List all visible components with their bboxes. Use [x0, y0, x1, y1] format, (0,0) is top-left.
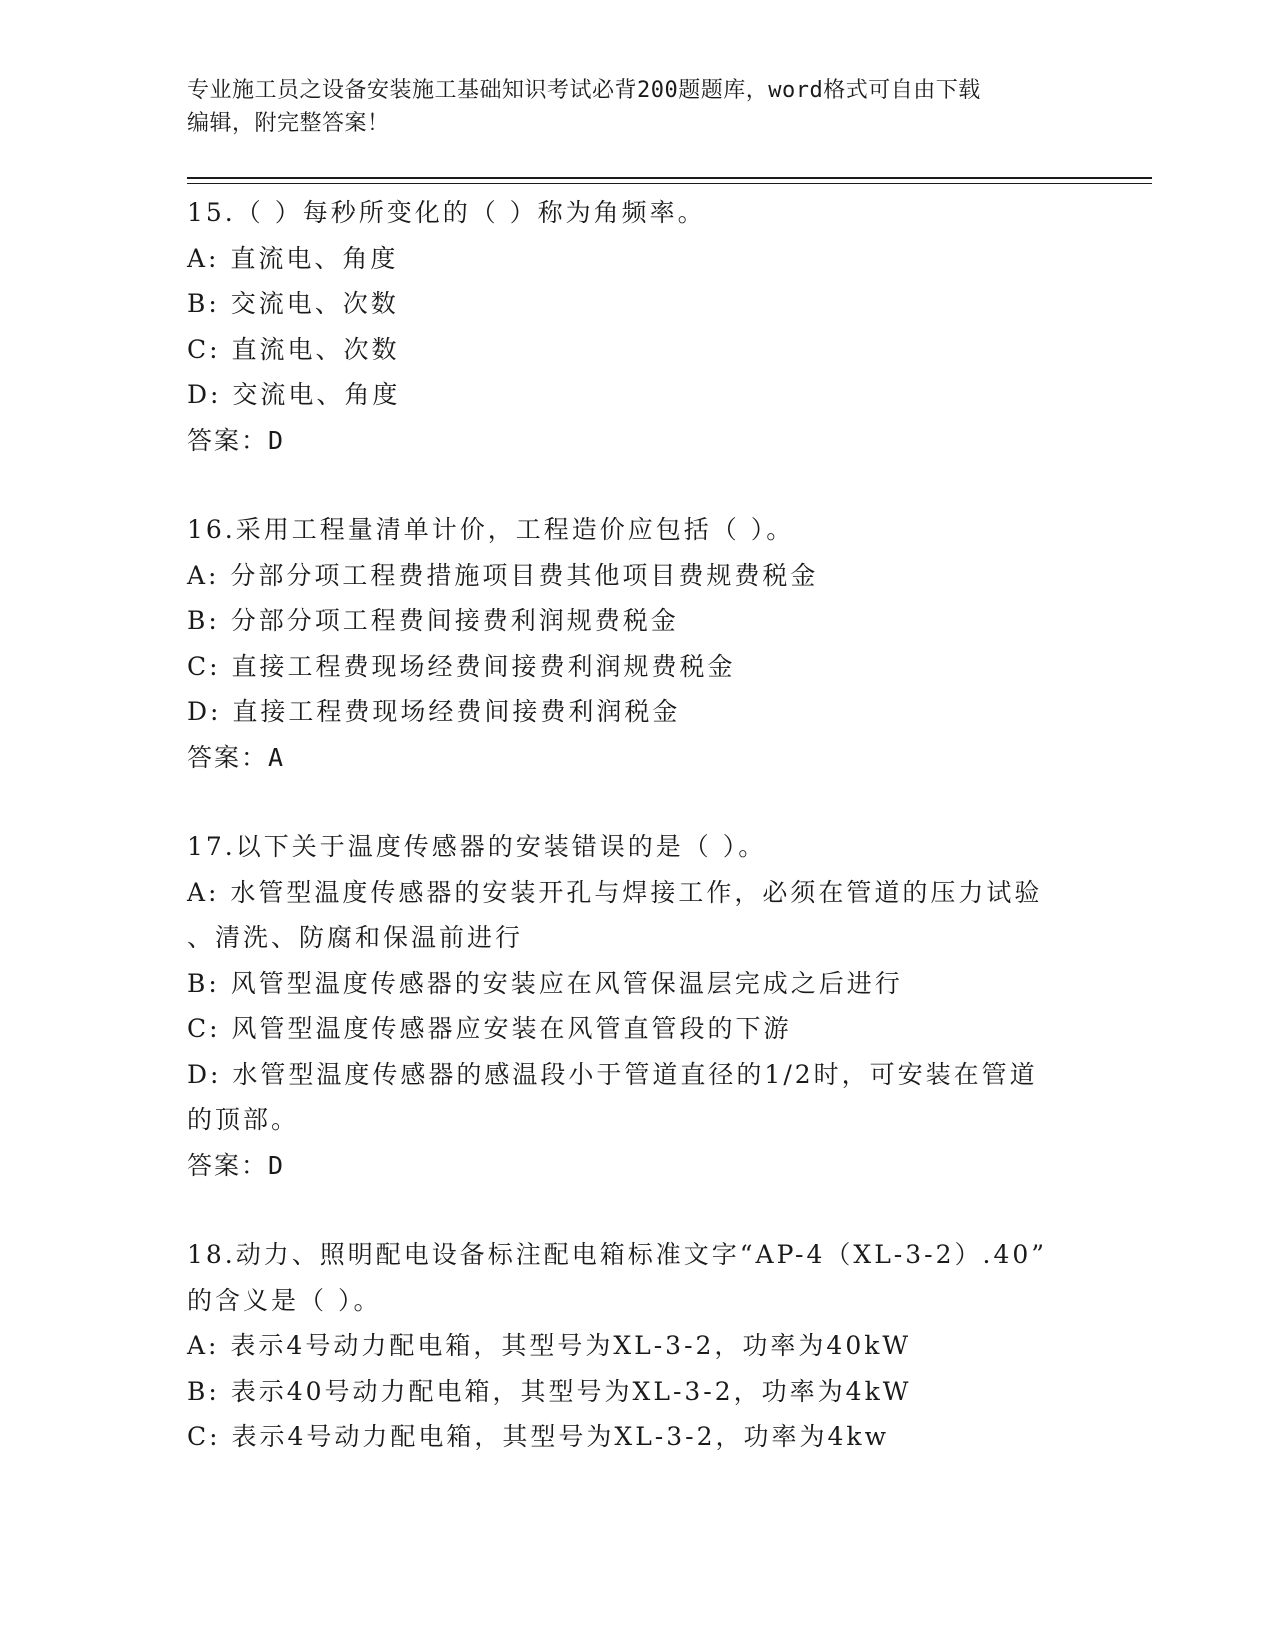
answer-option: 的顶部。	[187, 1105, 300, 1134]
question-stem: 的含义是（ ）。	[187, 1285, 382, 1315]
answer-option: 、清洗、防腐和保温前进行	[187, 923, 524, 952]
answer-key	[187, 735, 1087, 781]
question-block	[187, 507, 1087, 780]
answer-option: C: 直流电、次数	[187, 334, 400, 364]
question-block	[187, 190, 1087, 463]
header-line-2: 编辑，附完整答案！	[187, 111, 390, 136]
answer-key	[187, 1143, 1087, 1189]
answer-option: B: 交流电、次数	[187, 289, 399, 318]
answer-option: D: 交流电、角度	[187, 380, 401, 409]
question-stem: 16.采用工程量清单计价，工程造价应包括（ ）。	[187, 515, 795, 544]
answer-option: B: 表示40号动力配电箱，其型号为XL-3-2，功率为4kW	[187, 1376, 912, 1406]
answer-value: D	[268, 1150, 286, 1180]
answer-label: 答案：	[187, 425, 269, 455]
header-line-1: 专业施工员之设备安装施工基础知识考试必背200题题库，word格式可自由下载	[187, 78, 981, 103]
answer-option: C: 直接工程费现场经费间接费利润规费税金	[187, 651, 736, 681]
answer-option: C: 表示4号动力配电箱，其型号为XL-3-2，功率为4kw	[187, 1422, 889, 1451]
question-stem: 17.以下关于温度传感器的安装错误的是（ ）。	[187, 832, 767, 861]
answer-option: A: 分部分项工程费措施项目费其他项目费规费税金	[187, 560, 819, 590]
answer-value: D	[268, 425, 286, 455]
question-block	[187, 1232, 1087, 1460]
answer-option: D: 直接工程费现场经费间接费利润税金	[187, 697, 681, 726]
header-divider-thin	[187, 183, 1152, 184]
question-stem: 18.动力、照明配电设备标注配电箱标准文字“AP-4（XL-3-2）.40”	[187, 1240, 1048, 1269]
answer-option: B: 风管型温度传感器的安装应在风管保温层完成之后进行	[187, 968, 903, 998]
answer-option: A: 水管型温度传感器的安装开孔与焊接工作，必须在管道的压力试验	[187, 877, 1043, 907]
answer-option: D: 水管型温度传感器的感温段小于管道直径的1/2时，可安装在管道	[187, 1059, 1038, 1089]
question-stem: 15.（ ）每秒所变化的（ ）称为角频率。	[187, 198, 706, 227]
answer-value: A	[268, 742, 286, 772]
header-divider-thick	[187, 177, 1152, 179]
answer-option: A: 表示4号动力配电箱，其型号为XL-3-2，功率为40kW	[187, 1331, 912, 1360]
answer-option: C: 风管型温度传感器应安装在风管直管段的下游	[187, 1014, 792, 1043]
answer-option: A: 直流电、角度	[187, 243, 399, 273]
answer-label: 答案：	[187, 1150, 269, 1180]
answer-key	[187, 418, 1087, 464]
document-header	[187, 74, 1067, 140]
answer-label: 答案：	[187, 742, 269, 772]
answer-option: B: 分部分项工程费间接费利润规费税金	[187, 606, 679, 635]
question-block	[187, 824, 1087, 1188]
question-list	[187, 190, 1087, 1504]
